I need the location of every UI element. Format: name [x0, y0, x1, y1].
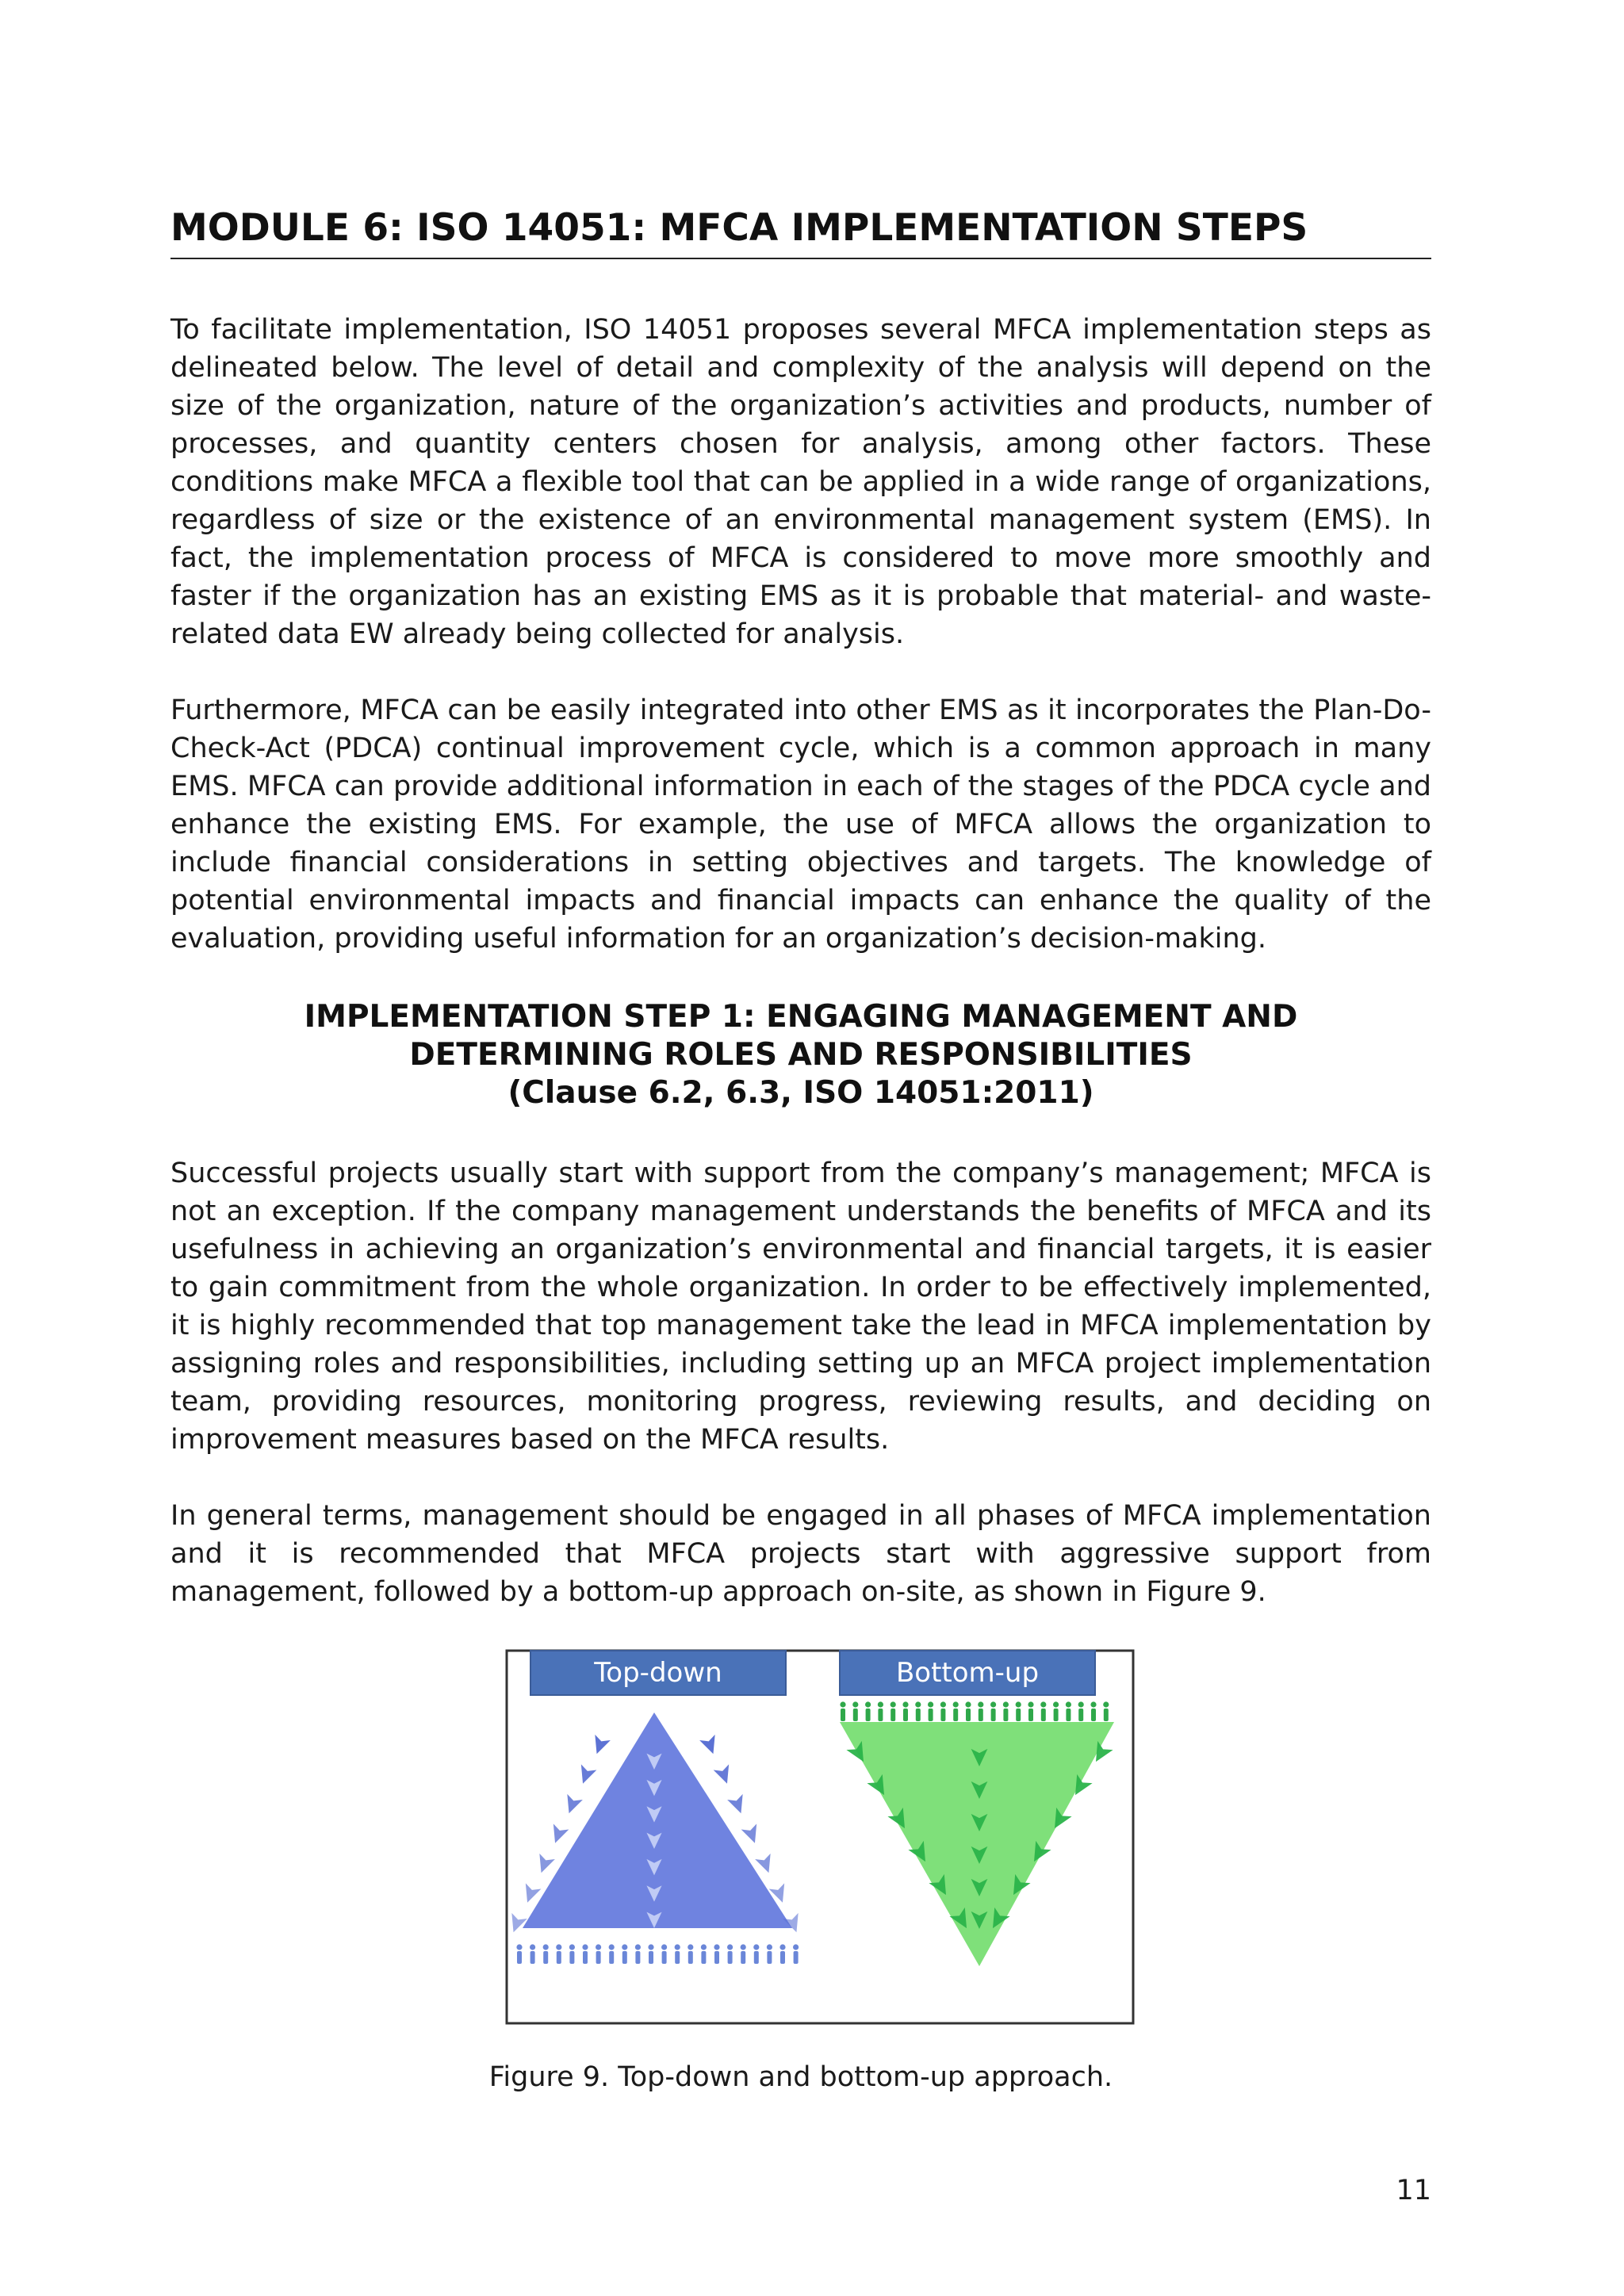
step1-heading [170, 998, 1431, 1112]
person-icon [965, 1701, 971, 1721]
page-number: 11 [1396, 2175, 1431, 2206]
person-icon [1040, 1701, 1046, 1721]
paragraph-management: Successful projects usually start with support from the company’s management; MFCA is not an exception. If the company management understands the benefits of MFCA and its usefulness in achieving an organization’s environmental and financial targets, it is easier to gain commitment from the whole organization. In order to be effectively implemented, it is highly recommended that top management take the lead in MFCA implementation by assigning roles and responsibilities, including setting up an MFCA project implementation team, providing resources, monitoring progress, reviewing results, and deciding on improvement measures based on the MFCA results. [170, 1158, 1431, 1456]
person-icon [902, 1701, 908, 1721]
figure-9 [505, 1649, 1135, 2025]
title-underline [170, 258, 1431, 259]
person-icon [1003, 1701, 1009, 1721]
person-icon [675, 1944, 680, 1964]
person-icon [714, 1944, 719, 1964]
person-icon [953, 1701, 959, 1721]
person-icon [727, 1944, 733, 1964]
step1-heading-line1: IMPLEMENTATION STEP 1: ENGAGING MANAGEMENT AND [304, 999, 1298, 1035]
person-icon [840, 1701, 845, 1721]
person-icon [516, 1944, 522, 1964]
person-icon [688, 1944, 693, 1964]
paragraph-intro: To facilitate implementation, ISO 14051 proposes several MFCA implementation steps as delineated below. The level of detail and complexity of the analysis will depend on the size of the organization, nature of the organization’s activities and products, number of processes, and quantity centers chosen for analysis, among other factors. These conditions make MFCA a flexible tool that can be applied in a wide range of organizations, regardless of size or the existence of an environmental management system (EMS). In fact, the implementation process of MFCA is considered to move more smoothly and faster if the organization has an existing EMS as it is probable that material- and waste-related data EW already being collected for analysis. [170, 314, 1431, 650]
person-icon [543, 1944, 549, 1964]
person-icon [779, 1944, 785, 1964]
person-icon [582, 1944, 588, 1964]
person-icon [978, 1701, 983, 1721]
person-icon [793, 1944, 799, 1964]
person-icon [635, 1944, 641, 1964]
person-icon [596, 1944, 601, 1964]
step1-heading-line3: (Clause 6.2, 6.3, ISO 14051:2011) [508, 1075, 1094, 1111]
bottomup-label: Bottom-up [895, 1657, 1040, 1689]
person-icon [915, 1701, 921, 1721]
paragraph-general: In general terms, management should be engaged in all phases of MFCA implementation and it is recommended that MFCA projects start with aggressive support from management, followed by a bottom-up approach on-site, as shown in Figure 9. [170, 1500, 1431, 1608]
figure-caption: Figure 9. Top-down and bottom-up approach. [488, 2061, 1113, 2093]
person-icon [1066, 1701, 1071, 1721]
person-icon [530, 1944, 535, 1964]
person-icon [622, 1944, 627, 1964]
paragraph-integration: Furthermore, MFCA can be easily integrated into other EMS as it incorporates the Plan-Do-Check-Act (PDCA) continual improvement cycle, which is a common approach in many EMS. MFCA can provide additional information in each of the stages of the PDCA cycle and enhance the existing EMS. For example, the use of MFCA allows the organization to include financial considerations in setting objectives and targets. The knowledge of potential environmental impacts and financial impacts can enhance the quality of the evaluation, providing useful information for an organization’s decision-making. [170, 695, 1431, 955]
step1-heading-line2: DETERMINING ROLES AND RESPONSIBILITIES [409, 1037, 1193, 1073]
person-icon [569, 1944, 575, 1964]
person-icon [1016, 1701, 1021, 1721]
person-icon [1028, 1701, 1033, 1721]
person-icon [741, 1944, 746, 1964]
person-icon [852, 1701, 858, 1721]
person-icon [865, 1701, 871, 1721]
person-icon [661, 1944, 667, 1964]
person-icon [609, 1944, 615, 1964]
person-icon [753, 1944, 759, 1964]
person-icon [940, 1701, 946, 1721]
person-icon [648, 1944, 653, 1964]
person-icon [928, 1701, 933, 1721]
person-icon [767, 1944, 772, 1964]
person-icon [701, 1944, 707, 1964]
topdown-label: Top-down [594, 1657, 722, 1689]
person-icon [878, 1701, 883, 1721]
person-icon [1103, 1701, 1109, 1721]
person-icon [1090, 1701, 1096, 1721]
figure-9-diagram [505, 1649, 1135, 2025]
person-icon [990, 1701, 996, 1721]
person-icon [891, 1701, 896, 1721]
person-icon [1078, 1701, 1084, 1721]
person-icon [1053, 1701, 1059, 1721]
module-title: MODULE 6: ISO 14051: MFCA IMPLEMENTATION STEPS [170, 206, 1308, 250]
person-icon [556, 1944, 561, 1964]
